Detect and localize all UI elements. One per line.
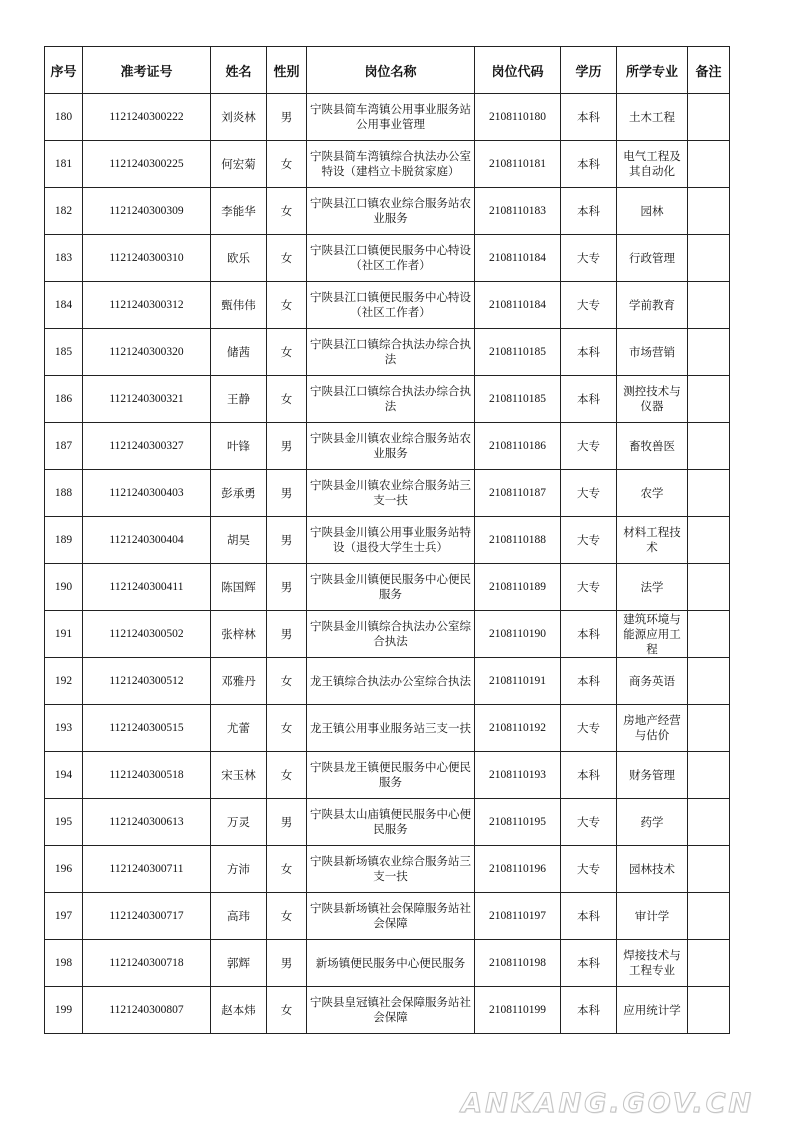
cell-ticket-number: 1121240300222: [83, 94, 211, 141]
cell-name: 郭辉: [211, 940, 267, 987]
cell-position-name: 宁陕县简车湾镇综合执法办公室特设（建档立卡脱贫家庭）: [307, 141, 475, 188]
cell-remarks: [688, 799, 730, 846]
cell-remarks: [688, 893, 730, 940]
cell-seq: 199: [45, 987, 83, 1034]
cell-name: 李能华: [211, 188, 267, 235]
cell-major: 材料工程技术: [617, 517, 688, 564]
cell-education: 大专: [561, 470, 617, 517]
cell-education: 本科: [561, 611, 617, 658]
cell-name: 方沛: [211, 846, 267, 893]
cell-position-name: 宁陕县江口镇便民服务中心特设（社区工作者）: [307, 235, 475, 282]
cell-name: 何宏菊: [211, 141, 267, 188]
cell-remarks: [688, 423, 730, 470]
cell-gender: 女: [267, 235, 307, 282]
cell-remarks: [688, 752, 730, 799]
cell-position-name: 宁陕县新场镇农业综合服务站三支一扶: [307, 846, 475, 893]
cell-education: 本科: [561, 752, 617, 799]
cell-position-name: 宁陕县江口镇农业综合服务站农业服务: [307, 188, 475, 235]
cell-position-code: 2108110196: [475, 846, 561, 893]
cell-seq: 186: [45, 376, 83, 423]
cell-seq: 194: [45, 752, 83, 799]
cell-ticket-number: 1121240300225: [83, 141, 211, 188]
cell-position-code: 2108110184: [475, 282, 561, 329]
cell-ticket-number: 1121240300613: [83, 799, 211, 846]
table-row: [45, 799, 730, 846]
cell-position-name: 宁陕县金川镇公用事业服务站特设（退役大学生士兵）: [307, 517, 475, 564]
cell-gender: 女: [267, 658, 307, 705]
cell-major: 农学: [617, 470, 688, 517]
cell-ticket-number: 1121240300502: [83, 611, 211, 658]
cell-education: 大专: [561, 235, 617, 282]
cell-position-name: 宁陕县江口镇综合执法办综合执法: [307, 376, 475, 423]
cell-education: 本科: [561, 376, 617, 423]
cell-remarks: [688, 705, 730, 752]
cell-name: 邓雅丹: [211, 658, 267, 705]
cell-gender: 女: [267, 282, 307, 329]
table-row: [45, 705, 730, 752]
cell-name: 赵本炜: [211, 987, 267, 1034]
watermark: ANKANG.GOV.CN: [461, 1088, 754, 1119]
cell-gender: 男: [267, 940, 307, 987]
cell-position-code: 2108110189: [475, 564, 561, 611]
cell-ticket-number: 1121240300711: [83, 846, 211, 893]
cell-seq: 187: [45, 423, 83, 470]
cell-position-code: 2108110185: [475, 376, 561, 423]
header-education: 学历: [561, 47, 617, 94]
cell-gender: 女: [267, 893, 307, 940]
cell-education: 本科: [561, 329, 617, 376]
cell-position-code: 2108110187: [475, 470, 561, 517]
cell-seq: 185: [45, 329, 83, 376]
cell-gender: 男: [267, 564, 307, 611]
cell-position-name: 宁陕县金川镇农业综合服务站农业服务: [307, 423, 475, 470]
cell-seq: 180: [45, 94, 83, 141]
cell-gender: 女: [267, 846, 307, 893]
header-position-code: 岗位代码: [475, 47, 561, 94]
cell-major: 市场营销: [617, 329, 688, 376]
table-row: [45, 188, 730, 235]
cell-position-name: 新场镇便民服务中心便民服务: [307, 940, 475, 987]
cell-gender: 女: [267, 987, 307, 1034]
cell-gender: 女: [267, 752, 307, 799]
cell-position-name: 宁陕县太山庙镇便民服务中心便民服务: [307, 799, 475, 846]
cell-education: 本科: [561, 94, 617, 141]
table-row: [45, 423, 730, 470]
cell-seq: 192: [45, 658, 83, 705]
cell-name: 胡昊: [211, 517, 267, 564]
table-row: [45, 752, 730, 799]
cell-major: 畜牧兽医: [617, 423, 688, 470]
cell-major: 应用统计学: [617, 987, 688, 1034]
cell-major: 房地产经营与估价: [617, 705, 688, 752]
cell-ticket-number: 1121240300718: [83, 940, 211, 987]
cell-gender: 男: [267, 423, 307, 470]
cell-ticket-number: 1121240300327: [83, 423, 211, 470]
cell-remarks: [688, 846, 730, 893]
cell-gender: 女: [267, 329, 307, 376]
cell-name: 甄伟伟: [211, 282, 267, 329]
cell-remarks: [688, 141, 730, 188]
cell-gender: 女: [267, 705, 307, 752]
cell-name: 储茜: [211, 329, 267, 376]
table-row: [45, 376, 730, 423]
cell-major: 审计学: [617, 893, 688, 940]
cell-education: 大专: [561, 846, 617, 893]
cell-major: 焊接技术与工程专业: [617, 940, 688, 987]
cell-major: 行政管理: [617, 235, 688, 282]
cell-seq: 183: [45, 235, 83, 282]
cell-name: 万灵: [211, 799, 267, 846]
cell-ticket-number: 1121240300320: [83, 329, 211, 376]
cell-remarks: [688, 470, 730, 517]
header-ticket-number: 准考证号: [83, 47, 211, 94]
cell-remarks: [688, 188, 730, 235]
cell-position-code: 2108110180: [475, 94, 561, 141]
cell-education: 本科: [561, 188, 617, 235]
header-major: 所学专业: [617, 47, 688, 94]
cell-name: 高玮: [211, 893, 267, 940]
cell-position-name: 宁陕县金川镇综合执法办公室综合执法: [307, 611, 475, 658]
cell-position-name: 宁陕县新场镇社会保障服务站社会保障: [307, 893, 475, 940]
cell-major: 测控技术与仪器: [617, 376, 688, 423]
cell-education: 大专: [561, 282, 617, 329]
cell-education: 本科: [561, 940, 617, 987]
cell-ticket-number: 1121240300321: [83, 376, 211, 423]
cell-ticket-number: 1121240300515: [83, 705, 211, 752]
cell-education: 大专: [561, 564, 617, 611]
cell-ticket-number: 1121240300312: [83, 282, 211, 329]
cell-education: 大专: [561, 705, 617, 752]
cell-remarks: [688, 282, 730, 329]
table-row: [45, 940, 730, 987]
cell-position-name: 宁陕县龙王镇便民服务中心便民服务: [307, 752, 475, 799]
cell-gender: 女: [267, 188, 307, 235]
cell-position-code: 2108110199: [475, 987, 561, 1034]
header-position-name: 岗位名称: [307, 47, 475, 94]
cell-name: 尤蕾: [211, 705, 267, 752]
cell-name: 陈国辉: [211, 564, 267, 611]
cell-major: 园林: [617, 188, 688, 235]
cell-position-name: 宁陕县金川镇便民服务中心便民服务: [307, 564, 475, 611]
cell-seq: 197: [45, 893, 83, 940]
cell-remarks: [688, 940, 730, 987]
cell-ticket-number: 1121240300411: [83, 564, 211, 611]
cell-remarks: [688, 987, 730, 1034]
cell-remarks: [688, 564, 730, 611]
table-row: [45, 846, 730, 893]
roster-table: [44, 46, 730, 1034]
cell-name: 欧乐: [211, 235, 267, 282]
cell-position-name: 宁陕县皇冠镇社会保障服务站社会保障: [307, 987, 475, 1034]
table-row: [45, 611, 730, 658]
cell-seq: 193: [45, 705, 83, 752]
cell-education: 本科: [561, 658, 617, 705]
cell-remarks: [688, 94, 730, 141]
cell-major: 财务管理: [617, 752, 688, 799]
table-row: [45, 94, 730, 141]
cell-education: 大专: [561, 799, 617, 846]
cell-education: 本科: [561, 987, 617, 1034]
header-name: 姓名: [211, 47, 267, 94]
table-row: [45, 564, 730, 611]
header-gender: 性别: [267, 47, 307, 94]
cell-gender: 男: [267, 517, 307, 564]
cell-position-code: 2108110190: [475, 611, 561, 658]
header-remarks: 备注: [688, 47, 730, 94]
cell-gender: 男: [267, 94, 307, 141]
cell-seq: 196: [45, 846, 83, 893]
cell-position-code: 2108110188: [475, 517, 561, 564]
cell-name: 王静: [211, 376, 267, 423]
cell-seq: 191: [45, 611, 83, 658]
table-row: [45, 235, 730, 282]
cell-name: 刘炎林: [211, 94, 267, 141]
cell-name: 彭承勇: [211, 470, 267, 517]
cell-major: 电气工程及其自动化: [617, 141, 688, 188]
cell-position-name: 龙王镇公用事业服务站三支一扶: [307, 705, 475, 752]
cell-gender: 男: [267, 611, 307, 658]
cell-major: 学前教育: [617, 282, 688, 329]
cell-position-code: 2108110185: [475, 329, 561, 376]
cell-ticket-number: 1121240300404: [83, 517, 211, 564]
table-row: [45, 282, 730, 329]
cell-major: 建筑环境与能源应用工程: [617, 611, 688, 658]
cell-seq: 181: [45, 141, 83, 188]
cell-seq: 198: [45, 940, 83, 987]
cell-major: 商务英语: [617, 658, 688, 705]
cell-remarks: [688, 517, 730, 564]
cell-remarks: [688, 658, 730, 705]
table-row: [45, 987, 730, 1034]
cell-remarks: [688, 235, 730, 282]
cell-position-code: 2108110183: [475, 188, 561, 235]
cell-position-code: 2108110186: [475, 423, 561, 470]
cell-seq: 195: [45, 799, 83, 846]
header-seq: 序号: [45, 47, 83, 94]
cell-seq: 184: [45, 282, 83, 329]
cell-gender: 女: [267, 141, 307, 188]
cell-name: 宋玉林: [211, 752, 267, 799]
table-row: [45, 517, 730, 564]
cell-position-code: 2108110191: [475, 658, 561, 705]
cell-ticket-number: 1121240300807: [83, 987, 211, 1034]
cell-education: 大专: [561, 423, 617, 470]
cell-remarks: [688, 611, 730, 658]
cell-position-name: 宁陕县江口镇便民服务中心特设（社区工作者）: [307, 282, 475, 329]
cell-ticket-number: 1121240300518: [83, 752, 211, 799]
table-row: [45, 658, 730, 705]
cell-seq: 190: [45, 564, 83, 611]
table-row: [45, 893, 730, 940]
cell-name: 张梓林: [211, 611, 267, 658]
cell-ticket-number: 1121240300717: [83, 893, 211, 940]
cell-gender: 男: [267, 799, 307, 846]
cell-ticket-number: 1121240300310: [83, 235, 211, 282]
cell-seq: 188: [45, 470, 83, 517]
table-row: [45, 329, 730, 376]
cell-major: 药学: [617, 799, 688, 846]
cell-seq: 189: [45, 517, 83, 564]
cell-gender: 男: [267, 470, 307, 517]
table-row: [45, 470, 730, 517]
table-row: [45, 141, 730, 188]
cell-education: 本科: [561, 141, 617, 188]
cell-ticket-number: 1121240300309: [83, 188, 211, 235]
cell-remarks: [688, 376, 730, 423]
cell-position-code: 2108110184: [475, 235, 561, 282]
cell-ticket-number: 1121240300512: [83, 658, 211, 705]
cell-ticket-number: 1121240300403: [83, 470, 211, 517]
cell-gender: 女: [267, 376, 307, 423]
cell-position-name: 宁陕县江口镇综合执法办综合执法: [307, 329, 475, 376]
cell-position-code: 2108110192: [475, 705, 561, 752]
cell-name: 叶锋: [211, 423, 267, 470]
cell-remarks: [688, 329, 730, 376]
cell-education: 大专: [561, 517, 617, 564]
cell-position-name: 宁陕县金川镇农业综合服务站三支一扶: [307, 470, 475, 517]
cell-seq: 182: [45, 188, 83, 235]
cell-position-code: 2108110181: [475, 141, 561, 188]
cell-position-code: 2108110193: [475, 752, 561, 799]
table-header-row: [45, 47, 730, 94]
cell-position-name: 龙王镇综合执法办公室综合执法: [307, 658, 475, 705]
cell-position-code: 2108110195: [475, 799, 561, 846]
cell-major: 土木工程: [617, 94, 688, 141]
cell-position-code: 2108110198: [475, 940, 561, 987]
cell-position-code: 2108110197: [475, 893, 561, 940]
cell-major: 法学: [617, 564, 688, 611]
cell-education: 本科: [561, 893, 617, 940]
cell-major: 园林技术: [617, 846, 688, 893]
cell-position-name: 宁陕县简车湾镇公用事业服务站公用事业管理: [307, 94, 475, 141]
